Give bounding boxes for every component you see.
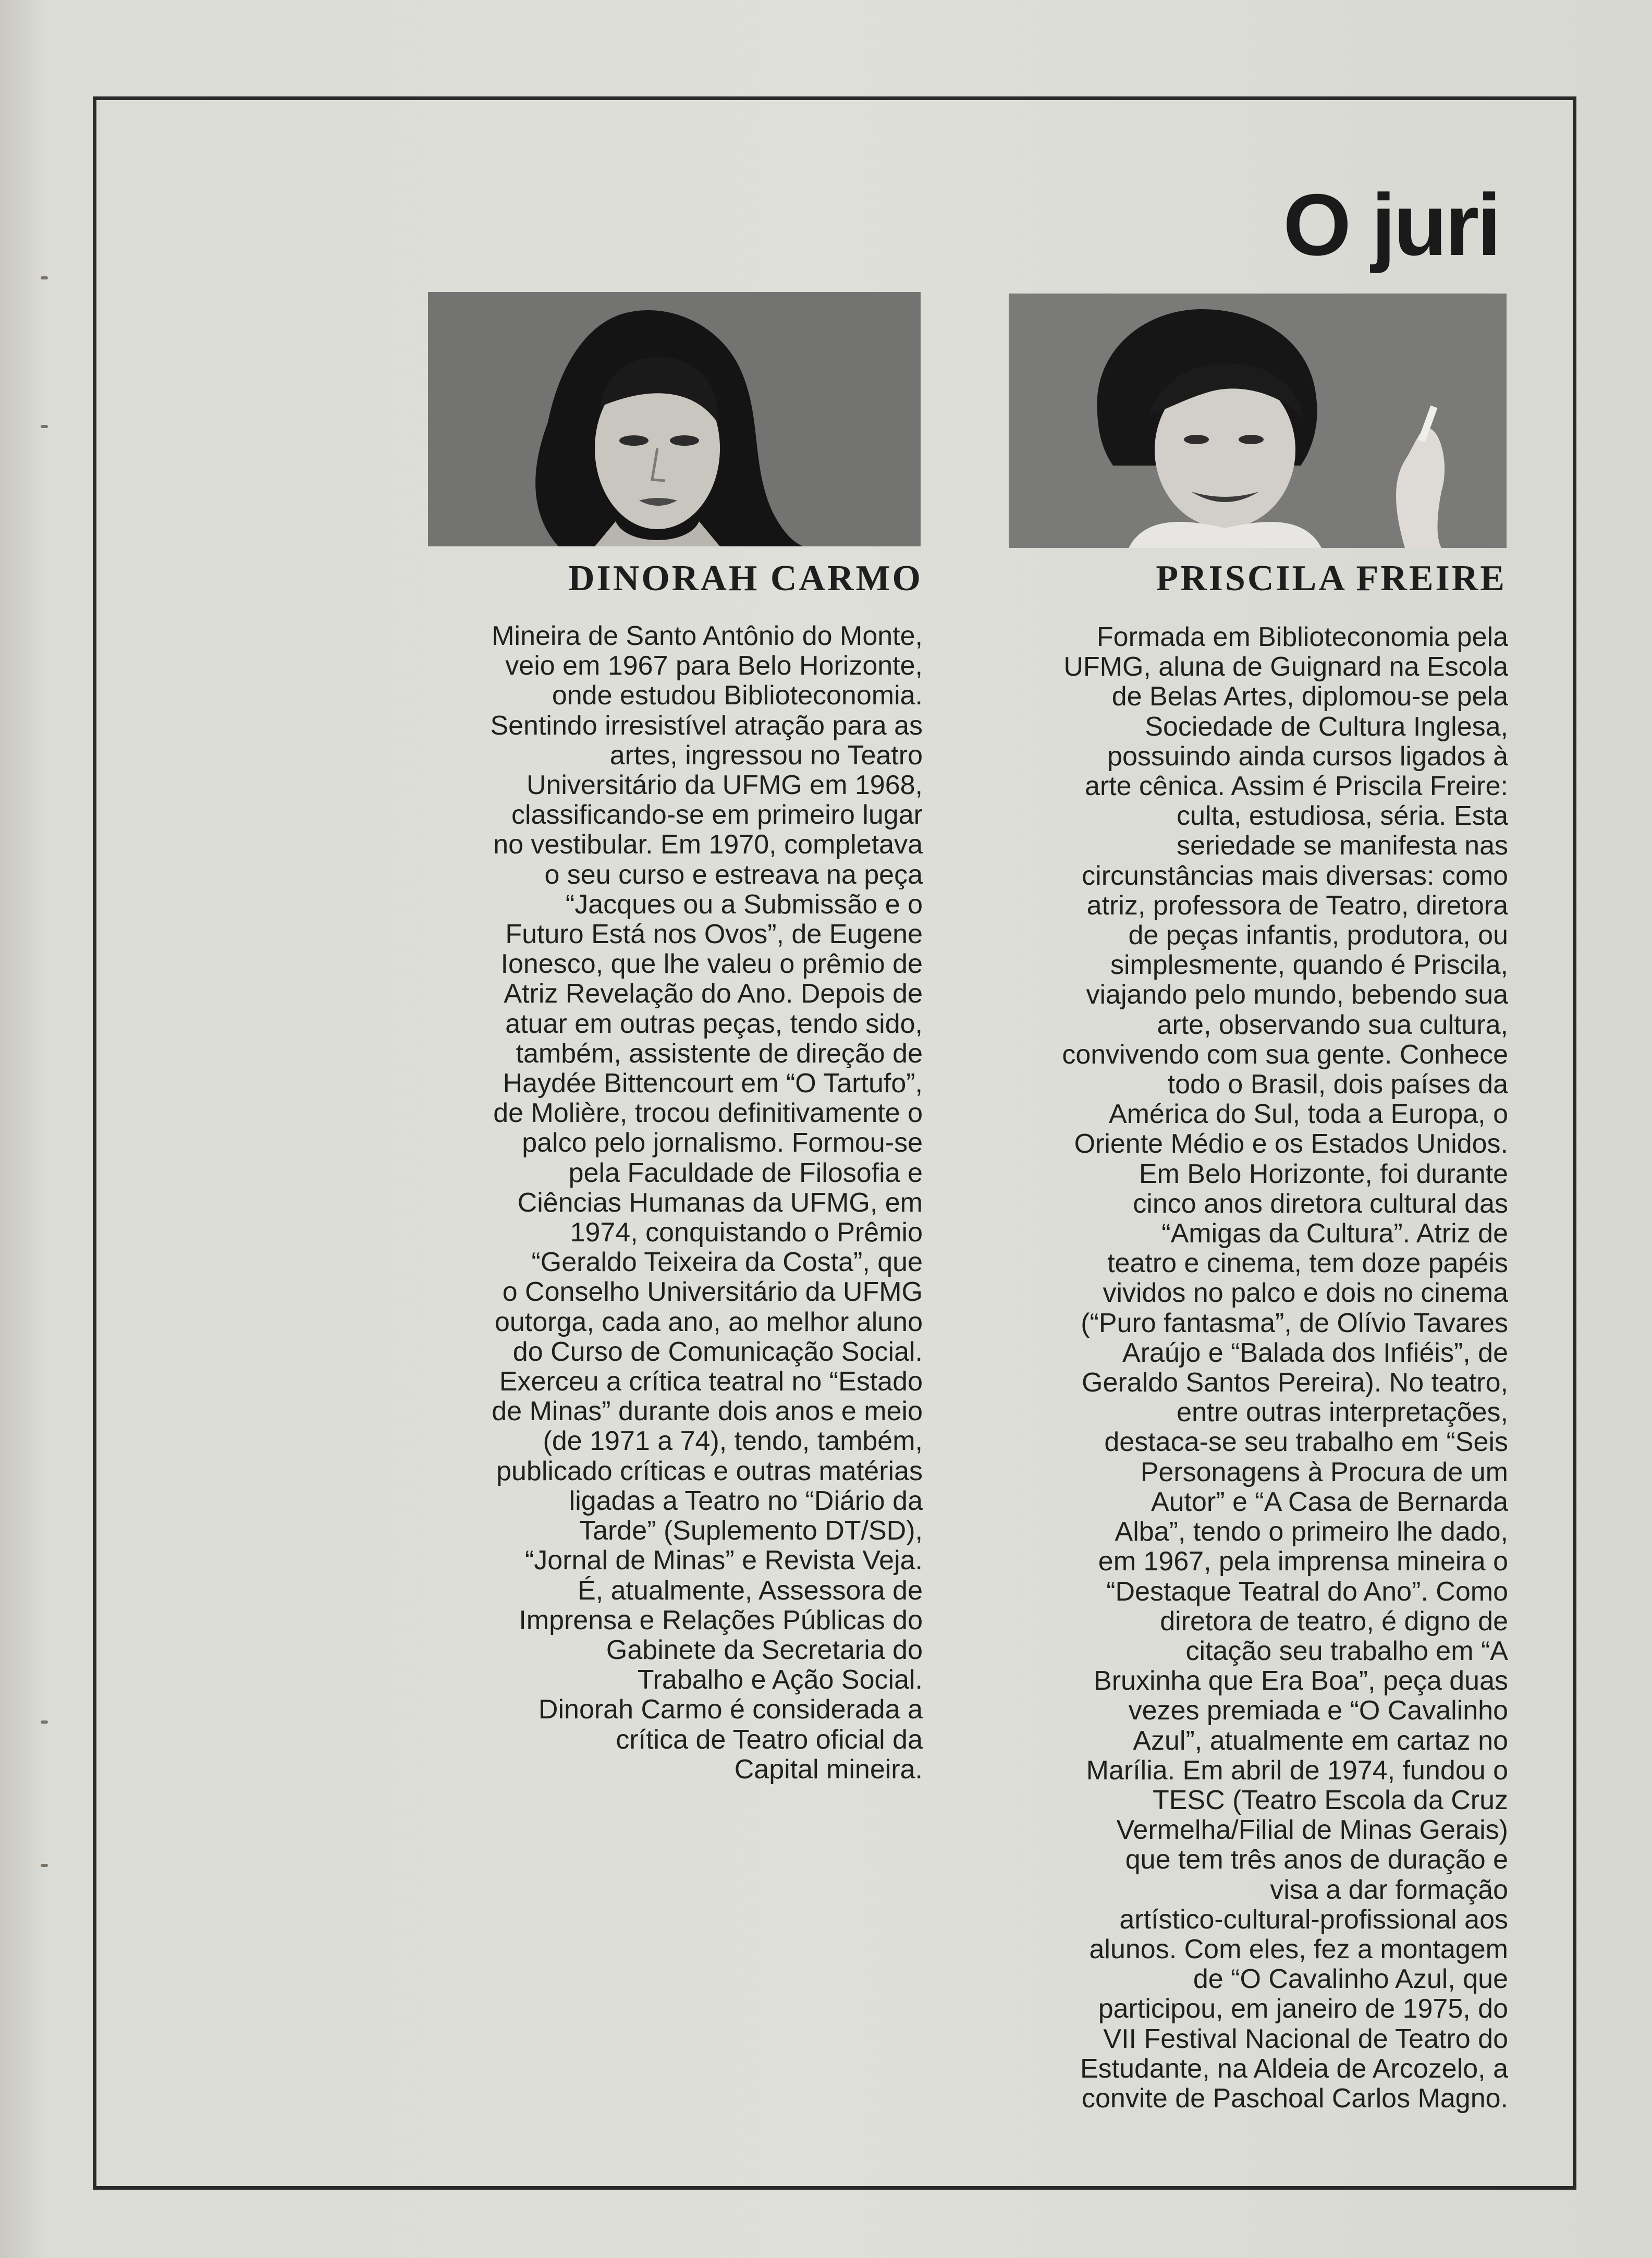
- bio-line: artístico-cultural-profissional aos: [1119, 1904, 1508, 1935]
- bio-line: arte cênica. Assim é Priscila Freire:: [1084, 771, 1508, 802]
- bio-line: pela Faculdade de Filosofia e: [568, 1157, 923, 1188]
- bio-line: Oriente Médio e os Estados Unidos.: [1074, 1129, 1508, 1159]
- bio-line: no vestibular. Em 1970, completava: [493, 829, 923, 860]
- bio-line: Trabalho e Ação Social.: [637, 1665, 923, 1695]
- bio-line: ligadas a Teatro no “Diário da: [569, 1485, 923, 1516]
- bio-line: atriz, professora de Teatro, diretora: [1086, 890, 1508, 921]
- bio-line: arte, observando sua cultura,: [1157, 1009, 1508, 1040]
- bio-line: (de 1971 a 74), tendo, também,: [543, 1426, 923, 1457]
- dinorah-carmo-photo: [428, 292, 921, 546]
- bio-line: Geraldo Santos Pereira). No teatro,: [1082, 1368, 1508, 1398]
- priscila-freire-bio: [1006, 623, 1508, 2114]
- bio-line: 1974, conquistando o Prêmio: [570, 1217, 923, 1248]
- bio-line: convivendo com sua gente. Conhece: [1062, 1039, 1508, 1070]
- bio-line: Ciências Humanas da UFMG, em: [517, 1187, 923, 1218]
- bio-line: outorga, cada ano, ao melhor aluno: [494, 1307, 923, 1337]
- bio-line: “Jornal de Minas” e Revista Veja.: [524, 1545, 923, 1576]
- bio-line: Formada em Biblioteconomia pela: [1096, 622, 1508, 652]
- page-title: O juri: [1283, 176, 1499, 274]
- bio-line: diretora de teatro, é digno de: [1160, 1606, 1508, 1637]
- bio-line: “Geraldo Teixeira da Costa”, que: [531, 1247, 923, 1278]
- bio-line: todo o Brasil, dois países da: [1167, 1069, 1508, 1100]
- bio-line: Marília. Em abril de 1974, fundou o: [1086, 1755, 1508, 1786]
- bio-line: visa a dar formação: [1270, 1874, 1508, 1905]
- bio-line: “Jacques ou a Submissão e o: [565, 889, 923, 920]
- bio-line: viajando pelo mundo, bebendo sua: [1086, 980, 1508, 1010]
- bio-line: Sociedade de Cultura Inglesa,: [1145, 711, 1508, 742]
- bio-line: de Belas Artes, diplomou-se pela: [1111, 681, 1508, 712]
- bio-line: Capital mineira.: [734, 1754, 923, 1785]
- bio-line: em 1967, pela imprensa mineira o: [1098, 1546, 1508, 1577]
- bio-line: artes, ingressou no Teatro: [609, 740, 923, 771]
- bio-line: de Minas” durante dois anos e meio: [492, 1396, 923, 1427]
- bio-line: possuindo ainda cursos ligados à: [1107, 741, 1508, 772]
- bio-line: classificando-se em primeiro lugar: [511, 800, 923, 831]
- bio-line: culta, estudiosa, séria. Esta: [1177, 801, 1508, 832]
- bio-line: de peças infantis, produtora, ou: [1128, 920, 1508, 951]
- bio-line: simplesmente, quando é Priscila,: [1110, 950, 1508, 981]
- bio-line: vividos no palco e dois no cinema: [1103, 1278, 1508, 1309]
- bio-line: Azul”, atualmente em cartaz no: [1133, 1725, 1508, 1756]
- bio-line: alunos. Com eles, fez a montagem: [1089, 1934, 1508, 1964]
- bio-line: Vermelha/Filial de Minas Gerais): [1116, 1815, 1508, 1846]
- bio-line: Araújo e “Balada dos Infiéis”, de: [1122, 1337, 1508, 1368]
- bio-line: entre outras interpretações,: [1177, 1397, 1508, 1428]
- bio-line: (“Puro fantasma”, de Olívio Tavares: [1081, 1308, 1508, 1338]
- bio-line: Atriz Revelação do Ano. Depois de: [504, 979, 923, 1009]
- dinorah-carmo-bio: [490, 621, 923, 1785]
- bio-line: citação seu trabalho em “A: [1185, 1635, 1508, 1666]
- bio-line: veio em 1967 para Belo Horizonte,: [505, 651, 923, 681]
- bio-line: teatro e cinema, tem doze papéis: [1107, 1248, 1508, 1279]
- binding-mark: [41, 276, 48, 279]
- bio-line: vezes premiada e “O Cavalinho: [1128, 1695, 1508, 1726]
- portrait-photo-icon: [1009, 294, 1507, 548]
- bio-line: Estudante, na Aldeia de Arcozelo, a: [1080, 2053, 1508, 2084]
- bio-line: crítica de Teatro oficial da: [616, 1724, 923, 1755]
- portrait-photo-icon: [428, 292, 921, 546]
- bio-line: o Conselho Universitário da UFMG: [502, 1277, 923, 1308]
- bio-line: circunstâncias mais diversas: como: [1082, 860, 1508, 891]
- bio-line: Gabinete da Secretaria do: [606, 1634, 923, 1665]
- bio-line: palco pelo jornalismo. Formou-se: [522, 1128, 923, 1158]
- bio-line: “Amigas da Cultura”. Atriz de: [1161, 1218, 1508, 1249]
- bio-line: destaca-se seu trabalho em “Seis: [1104, 1427, 1508, 1458]
- bio-line: Personagens à Procura de um: [1140, 1457, 1508, 1487]
- bio-line: Dinorah Carmo é considerada a: [538, 1694, 923, 1725]
- bio-line: Ionesco, que lhe valeu o prêmio de: [500, 949, 923, 980]
- bio-line: cinco anos diretora cultural das: [1133, 1188, 1508, 1219]
- bio-line: UFMG, aluna de Guignard na Escola: [1063, 652, 1508, 682]
- bio-line: “Destaque Teatral do Ano”. Como: [1106, 1576, 1508, 1607]
- bio-line: Alba”, tendo o primeiro lhe dado,: [1115, 1517, 1508, 1547]
- priscila-freire-photo: [1009, 294, 1507, 548]
- bio-line: Bruxinha que Era Boa”, peça duas: [1094, 1666, 1508, 1696]
- bio-line: Tarde” (Suplemento DT/SD),: [579, 1516, 923, 1546]
- dinorah-carmo-name: DINORAH CARMO: [568, 558, 923, 599]
- binding-mark: [41, 425, 48, 428]
- bio-line: publicado críticas e outras matérias: [496, 1456, 923, 1486]
- bio-line: Universitário da UFMG em 1968,: [526, 770, 923, 801]
- bio-line: atuar em outras peças, tendo sido,: [505, 1008, 923, 1039]
- bio-line: VII Festival Nacional de Teatro do: [1103, 2023, 1508, 2054]
- bio-line: Autor” e “A Casa de Bernarda: [1151, 1486, 1508, 1517]
- bio-line: de Molière, trocou definitivamente o: [493, 1098, 923, 1129]
- bio-line: Futuro Está nos Ovos”, de Eugene: [505, 919, 923, 950]
- bio-line: Haydée Bittencourt em “O Tartufo”,: [503, 1068, 923, 1099]
- bio-line: Em Belo Horizonte, foi durante: [1139, 1158, 1508, 1189]
- bio-line: Mineira de Santo Antônio do Monte,: [492, 621, 923, 651]
- bio-line: É, atualmente, Assessora de: [578, 1575, 923, 1606]
- bio-line: convite de Paschoal Carlos Magno.: [1081, 2083, 1508, 2114]
- bio-line: do Curso de Comunicação Social.: [512, 1336, 923, 1367]
- bio-line: seriedade se manifesta nas: [1177, 831, 1508, 861]
- bio-line: Exerceu a crítica teatral no “Estado: [499, 1366, 923, 1397]
- bio-line: América do Sul, toda a Europa, o: [1108, 1099, 1508, 1130]
- binding-mark: [41, 1720, 48, 1724]
- bio-line: Sentindo irresistível atração para as: [490, 710, 923, 741]
- bio-line: de “O Cavalinho Azul, que: [1193, 1964, 1508, 1995]
- bio-line: também, assistente de direção de: [516, 1038, 923, 1069]
- bio-line: Imprensa e Relações Públicas do: [519, 1605, 923, 1635]
- bio-line: onde estudou Biblioteconomia.: [552, 680, 923, 711]
- bio-line: participou, em janeiro de 1975, do: [1098, 1994, 1508, 2024]
- binding-mark: [41, 1864, 48, 1867]
- bio-line: TESC (Teatro Escola da Cruz: [1152, 1785, 1508, 1815]
- bio-line: o seu curso e estreava na peça: [544, 859, 923, 890]
- priscila-freire-name: PRISCILA FREIRE: [1156, 558, 1507, 599]
- bio-line: que tem três anos de duração e: [1125, 1845, 1508, 1875]
